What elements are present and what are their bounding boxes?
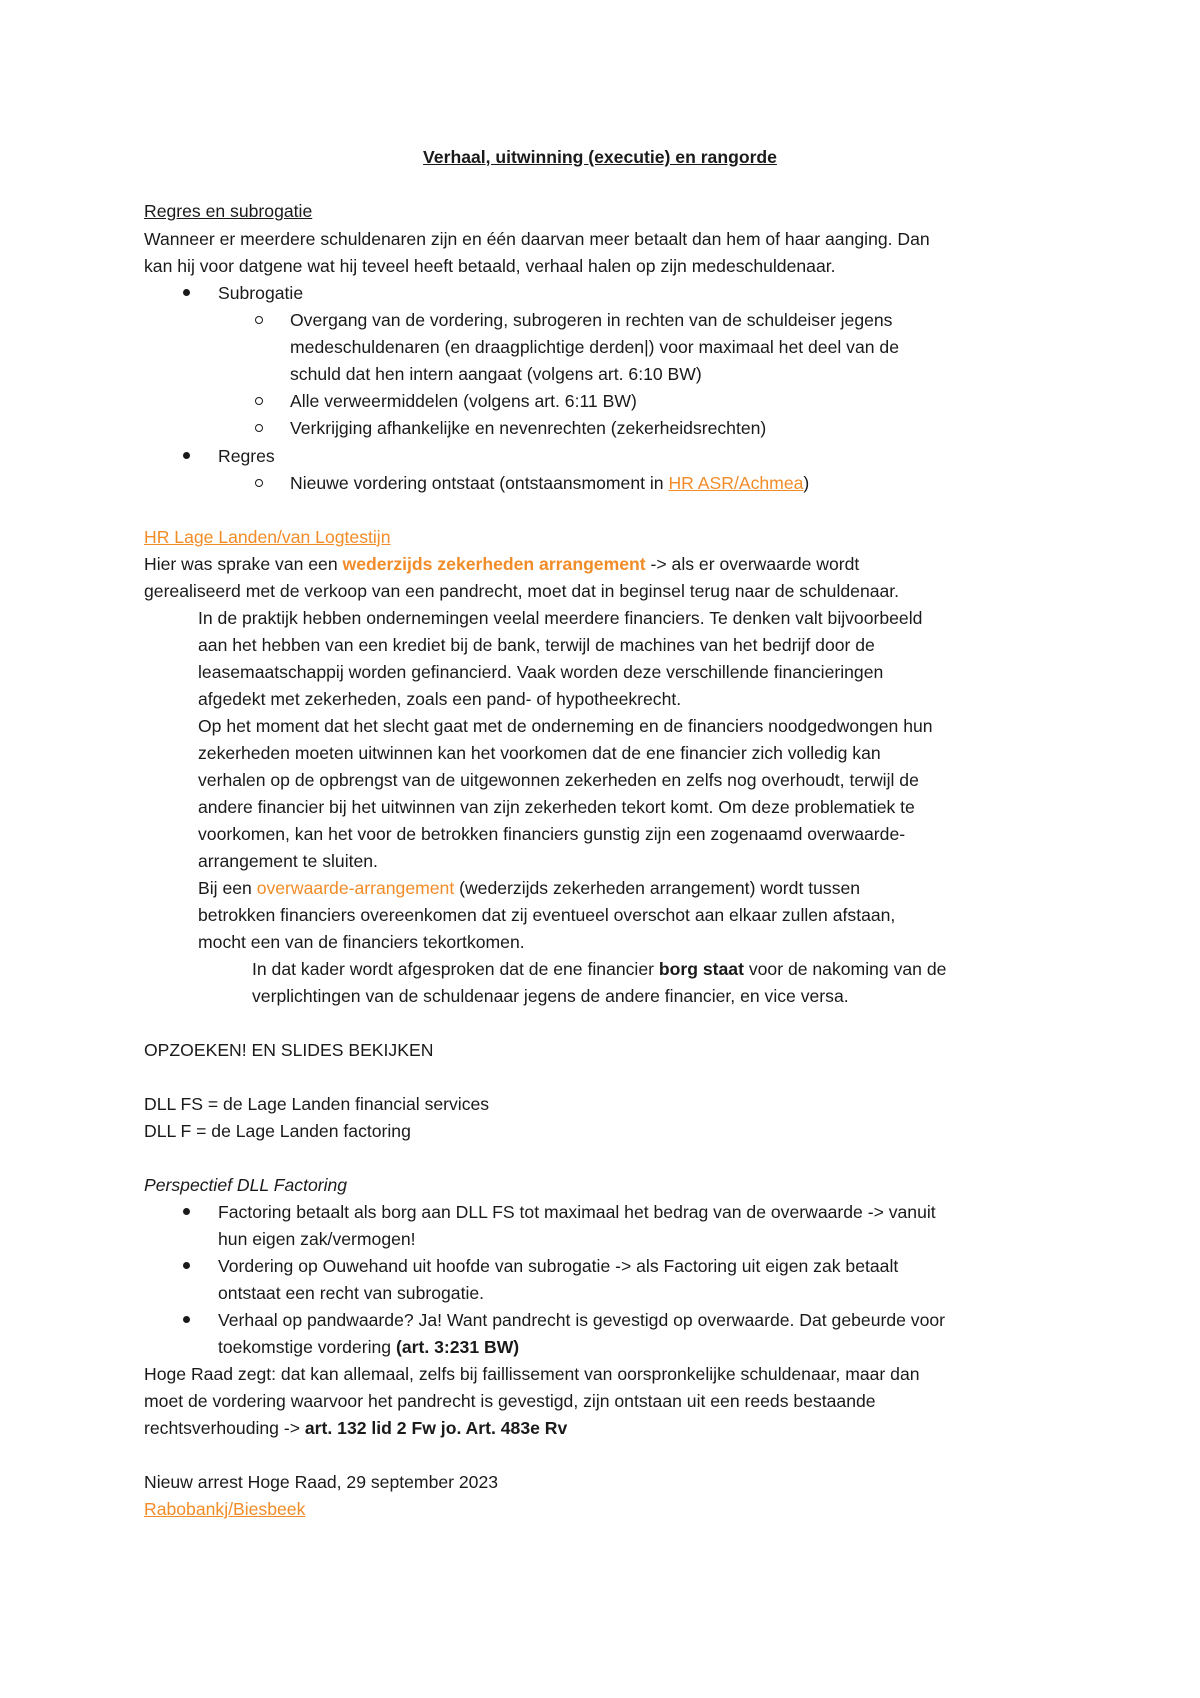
paragraph-line: afgedekt met zekerheden, zoals een pand- of hypotheekrecht. (198, 689, 682, 709)
paragraph-line: zekerheden moeten uitwinnen kan het voorkomen dat de ene financier zich volledig kan (198, 743, 881, 763)
text-span: -> als er overwaarde wordt (645, 554, 860, 574)
text-span: In dat kader wordt afgesproken dat de ene financier (252, 959, 659, 979)
paragraph-line: mocht een van de financiers tekortkomen. (198, 932, 525, 952)
list-item: Factoring betaalt als borg aan DLL FS tot maximaal het bedrag van de overwaarde -> vanuit (218, 1202, 936, 1222)
paragraph-line: betrokken financiers overeenkomen dat zij eventueel overschot aan elkaar zullen afstaan, (198, 905, 896, 925)
text-span: Bij een (198, 878, 257, 898)
sub-list-item: Overgang van de vordering, subrogeren in rechten van de schuldeiser jegens (290, 310, 893, 330)
circle-bullet-icon (255, 424, 263, 432)
paragraph-line: gerealiseerd met de verkoop van een pandrecht, moet dat in beginsel terug naar de schuldenaar. (144, 581, 900, 601)
paragraph-line (198, 875, 860, 902)
bold-text: borg staat (658, 959, 744, 979)
sub-list-item-line: medeschuldenaren (en draagplichtige derden|) voor maximaal het deel van de (290, 337, 899, 357)
sub-list-item (290, 470, 809, 497)
circle-bullet-icon (255, 479, 263, 487)
text-span: toekomstige vordering (218, 1337, 396, 1357)
text-span: Hier was sprake van een (144, 554, 343, 574)
paragraph-line: andere financier bij het uitwinnen van zijn zekerheden tekort komt. Om deze problematiek te (198, 797, 915, 817)
list-item-line (218, 1334, 519, 1361)
text-span: voor de nakoming van de (743, 959, 947, 979)
paragraph-line: moet de vordering waarvoor het pandrecht is gevestigd, zijn ontstaan uit een reeds bestaande (144, 1391, 876, 1411)
paragraph-line: Hoge Raad zegt: dat kan allemaal, zelfs bij faillissement van oorspronkelijke schuldenaar, maar dan (144, 1364, 920, 1384)
bold-text: art. 132 lid 2 Fw jo. Art. 483e Rv (304, 1418, 568, 1438)
link-rabobank-biesbeek[interactable]: Rabobankj/Biesbeek (144, 1499, 306, 1519)
list-item-line: ontstaat een recht van subrogatie. (218, 1283, 485, 1303)
circle-bullet-icon (255, 316, 263, 324)
paragraph-line: Wanneer er meerdere schuldenaren zijn en één daarvan meer betaalt dan hem of haar aanging. Dan (144, 229, 930, 249)
text-span: (wederzijds zekerheden arrangement) wordt tussen (454, 878, 861, 898)
paragraph-line: kan hij voor datgene wat hij teveel heeft betaald, verhaal halen op zijn medeschuldenaar. (144, 256, 836, 276)
paragraph-line: voorkomen, kan het voor de betrokken financiers gunstig zijn een zogenaamd overwaarde- (198, 824, 906, 844)
bullet-icon (183, 1208, 190, 1215)
list-item: Verhaal op pandwaarde? Ja! Want pandrecht is gevestigd op overwaarde. Dat gebeurde voor (218, 1310, 946, 1330)
paragraph-line (144, 1415, 567, 1442)
section-heading-regres: Regres en subrogatie (144, 201, 313, 221)
bullet-icon (183, 289, 190, 296)
paragraph-line (252, 956, 946, 983)
note-line: OPZOEKEN! EN SLIDES BEKIJKEN (144, 1040, 434, 1060)
paragraph-line: verhalen op de opbrengst van de uitgewonnen zekerheden en zelfs nog overhoudt, terwijl de (198, 770, 919, 790)
paragraph-line (144, 551, 859, 578)
paragraph-line: In de praktijk hebben ondernemingen veelal meerdere financiers. Te denken valt bijvoorbeeld (198, 608, 923, 628)
abbreviation-line: DLL F = de Lage Landen factoring (144, 1121, 411, 1141)
list-item-regres: Regres (218, 446, 275, 466)
paragraph-line: verplichtingen van de schuldenaar jegens de andere financier, en vice versa. (252, 986, 849, 1006)
highlight-text: wederzijds zekerheden arrangement (342, 554, 646, 574)
paragraph-line: leasemaatschappij worden gefinancierd. Vaak worden deze verschillende financieringen (198, 662, 884, 682)
paragraph-line: Nieuw arrest Hoge Raad, 29 september 2023 (144, 1472, 499, 1492)
link-hr-lage-landen[interactable]: HR Lage Landen/van Logtestijn (144, 527, 391, 547)
text-span: rechtsverhouding -> (144, 1418, 305, 1438)
circle-bullet-icon (255, 397, 263, 405)
bullet-icon (183, 1262, 190, 1269)
abbreviation-line: DLL FS = de Lage Landen financial services (144, 1094, 490, 1114)
bold-text: (art. 3:231 BW) (395, 1337, 520, 1357)
list-item: Vordering op Ouwehand uit hoofde van subrogatie -> als Factoring uit eigen zak betaalt (218, 1256, 899, 1276)
text-span: ) (803, 473, 810, 493)
paragraph-line: arrangement te sluiten. (198, 851, 378, 871)
bullet-icon (183, 1316, 190, 1323)
sub-list-item: Verkrijging afhankelijke en nevenrechten (zekerheidsrechten) (290, 418, 767, 438)
list-item-subrogatie: Subrogatie (218, 283, 304, 303)
bullet-icon (183, 452, 190, 459)
list-item-line: hun eigen zak/vermogen! (218, 1229, 416, 1249)
sub-list-item-line: schuld dat hen intern aangaat (volgens art. 6:10 BW) (290, 364, 702, 384)
text-span: Nieuwe vordering ontstaat (ontstaansmoment in (290, 473, 669, 493)
paragraph-line: Op het moment dat het slecht gaat met de onderneming en de financiers noodgedwongen hun (198, 716, 933, 736)
sub-list-item: Alle verweermiddelen (volgens art. 6:11 BW) (290, 391, 637, 411)
highlight-text: overwaarde-arrangement (256, 878, 455, 898)
document-title: Verhaal, uitwinning (executie) en rangorde (423, 147, 777, 167)
link-hr-asr-achmea[interactable]: HR ASR/Achmea (668, 473, 804, 493)
section-heading-perspectief: Perspectief DLL Factoring (144, 1175, 348, 1195)
paragraph-line: aan het hebben van een krediet bij de bank, terwijl de machines van het bedrijf door de (198, 635, 875, 655)
